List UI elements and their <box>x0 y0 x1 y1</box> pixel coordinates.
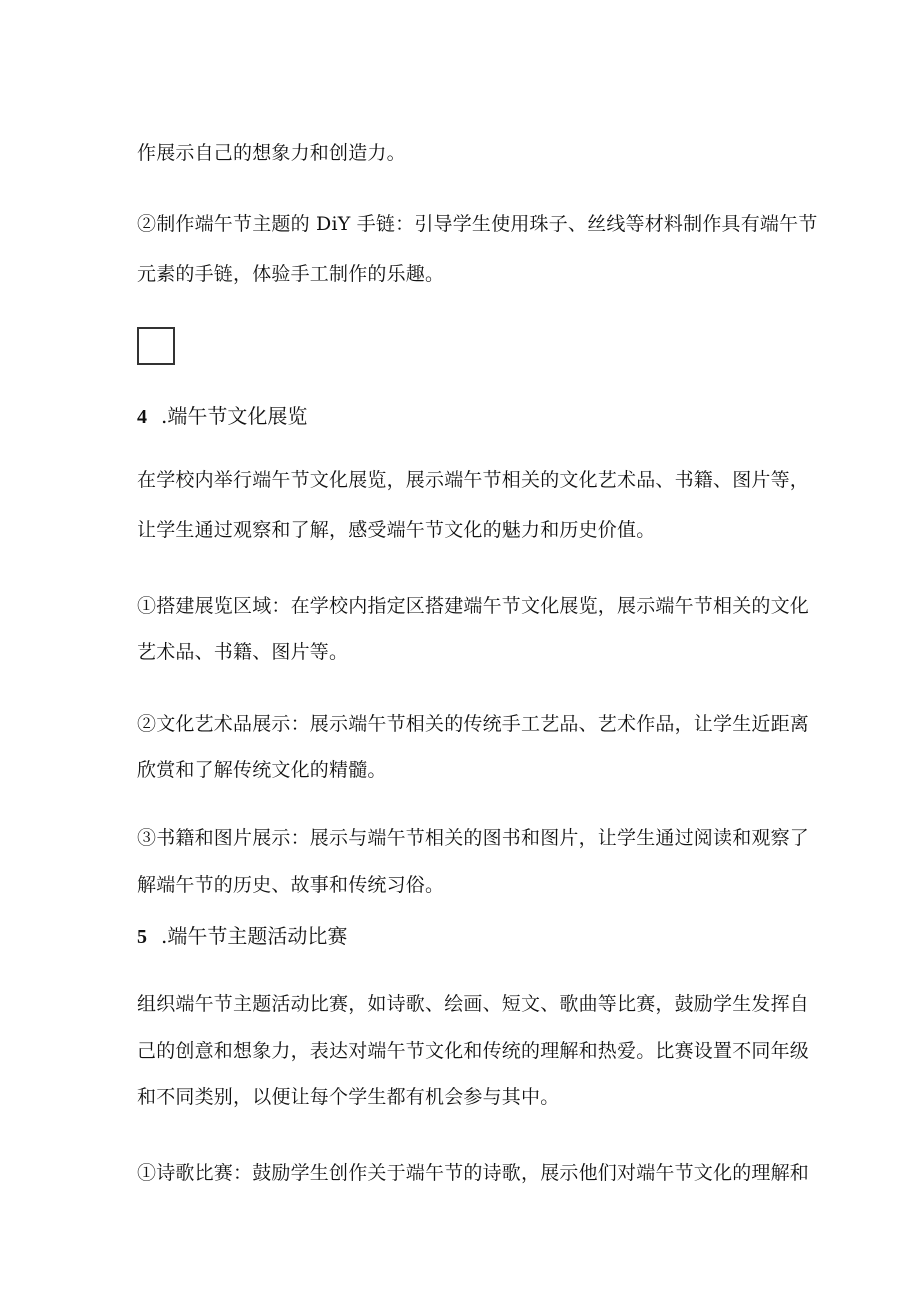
paragraph-line: ③书籍和图片展示：展示与端午节相关的图书和图片，让学生通过阅读和观察了 <box>137 827 810 849</box>
paragraph-line: 让学生通过观察和了解，感受端午节文化的魅力和历史价值。 <box>137 519 656 541</box>
section-number: 4 <box>137 406 147 428</box>
paragraph-line: 欣赏和了解传统文化的精髓。 <box>137 759 387 781</box>
section-heading-5 <box>137 923 347 950</box>
paragraph-line: ①搭建展览区域：在学校内指定区搭建端午节文化展览，展示端午节相关的文化 <box>137 595 810 617</box>
paragraph-line: 和不同类别，以便让每个学生都有机会参与其中。 <box>137 1086 560 1108</box>
paragraph-line: 元素的手链，体验手工制作的乐趣。 <box>137 263 445 285</box>
section-heading-4 <box>137 403 307 430</box>
section-number: 5 <box>137 926 147 948</box>
section-title: .端午节主题活动比赛 <box>161 924 348 948</box>
section-title: .端午节文化展览 <box>161 404 308 428</box>
empty-checkbox[interactable] <box>137 327 175 365</box>
paragraph-line: 组织端午节主题活动比赛，如诗歌、绘画、短文、歌曲等比赛，鼓励学生发挥自 <box>137 993 810 1015</box>
paragraph-line: 解端午节的历史、故事和传统习俗。 <box>137 874 445 896</box>
paragraph-line: ②制作端午节主题的 DiY 手链：引导学生使用珠子、丝线等材料制作具有端午节 <box>137 213 818 235</box>
paragraph-line: 在学校内举行端午节文化展览，展示端午节相关的文化艺术品、书籍、图片等， <box>137 469 810 491</box>
paragraph-line: 己的创意和想象力，表达对端午节文化和传统的理解和热爱。比赛设置不同年级 <box>137 1040 810 1062</box>
paragraph-line: ①诗歌比赛：鼓励学生创作关于端午节的诗歌，展示他们对端午节文化的理解和 <box>137 1162 810 1184</box>
paragraph-line: 艺术品、书籍、图片等。 <box>137 641 349 663</box>
paragraph-line: ②文化艺术品展示：展示端午节相关的传统手工艺品、艺术作品，让学生近距离 <box>137 713 810 735</box>
paragraph-line: 作展示自己的想象力和创造力。 <box>137 142 406 164</box>
